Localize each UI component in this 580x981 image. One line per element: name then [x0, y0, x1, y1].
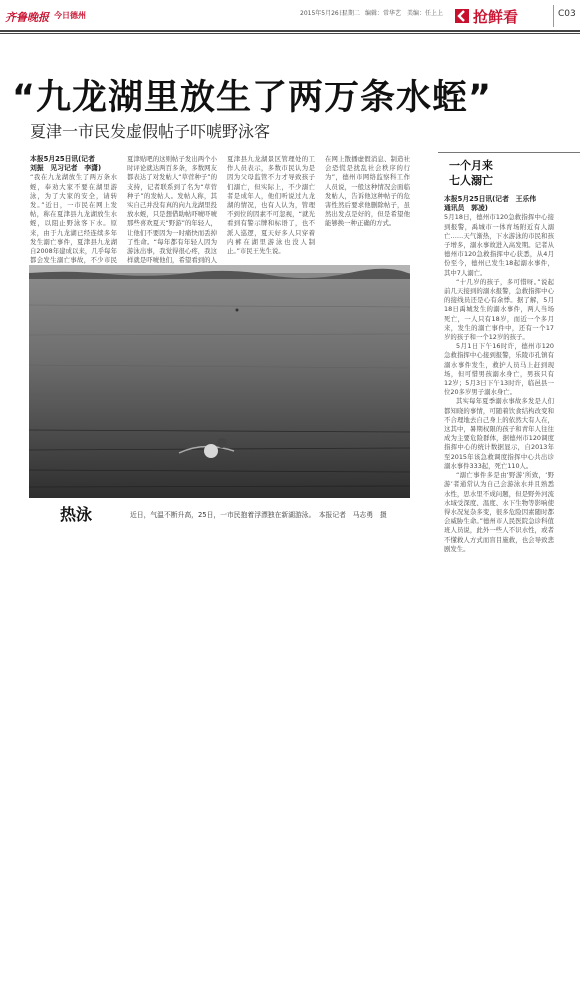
story-text: 夏津县九龙湖景区管理处的工作人员表示，多数市民认为是因为父母监管不力才导致孩子们溺亡，但实际上，不少溺亡者是成年人，他们听说过九龙湖的情况，也有人认为，管理不到位的因素不可忽视，“就光看到有警示牌和标语了，也不派人巡逻，夏天好多人只穿着内裤在湖里游泳也没人制止。”市民王先生说。: [227, 155, 315, 256]
side-paragraph: “溺亡事件多是由‘野游’所致，‘野游’者通常认为自己会游泳水并且熟悉水性，思水里不成问题，但是野外河流水域受深度、温度、水下生物等影响使得水况复杂多变，很多危险因素随时都会威胁生命。”德州市人民医院急诊科值班人员说，此外一些人不识水性，或者不懂救人方式而盲目施救，也会导致悲剧发生。: [444, 471, 554, 553]
brand-logo: 齐鲁晚报: [5, 11, 49, 24]
main-subhead: 夏津一市民发虚假帖子吓唬野泳客: [30, 122, 271, 141]
side-paragraph: 其实每年夏季溺水事故多发是人们都知晓的事情，可随着饮食结构改变和不合理地去自己身上的依然大有人在，这其中，暑期权限的孩子和青年人往往成为主要危险群体，据德州市120调度指挥中心的统计数据显示，自2013年至2015年该急救调度指挥中心共出诊溺水事件333起，死亡110人。: [444, 397, 554, 470]
side-paragraph: 5月18日，德州市120急救指挥中心接到报警，禹城市一体育场附近有人溺亡……天气渐热，下水游泳的市民和孩子增多，溺水事故进入高发期。记者从德州市120急救指挥中心获悉，从4月份至今，德州已发生18起溺水事件，其中7人溺亡。: [444, 213, 554, 277]
swimmer-lake-photo: [29, 265, 410, 498]
side-dateline: 本报5月25日讯(记者 王乐伟: [444, 195, 537, 203]
story-text: 夏津贴吧的这则帖子发出两个小时评论就达两百多条，多数网友都表达了对发帖人“草菅种子”的支持，记者联系到了名为“草菅种子”的发帖人。发帖人称，其实自己并没有真的向九龙湖里投放水蛭，只是想借助帖吓唬吓唬那些喜欢夏天“野游”的年轻人，让他们不要因为一时痛快而丢掉了性命。“每年都有年轻人因为游泳出事，我觉得很心疼，我这样就是吓唬他们，希望看到的人: [127, 155, 217, 265]
photo-caption: 近日，气温不断升高，25日，一市民抱着浮漂独在新湖游泳。 本报记者 马志勇 摄: [130, 511, 387, 519]
main-headline: “九龙湖里放生了两万条水蛭”: [12, 78, 493, 118]
story-column-4: [325, 155, 410, 265]
story-byline: 刘振 见习记者 李潇): [30, 164, 102, 173]
side-story-title: [446, 158, 496, 188]
story-column-3: [227, 155, 315, 265]
header-rule-thin: [0, 33, 580, 34]
story-column-1: [30, 155, 117, 265]
side-byline: 通讯员 郭凌): [444, 204, 488, 213]
side-story-column: [444, 195, 554, 553]
side-title-line-1: 一个月来: [449, 159, 493, 172]
section-name: 今日德州: [54, 11, 86, 20]
story-dateline: 本报5月25日讯(记者: [30, 155, 95, 163]
editor-credit: 编辑：常华艺: [365, 10, 402, 17]
side-paragraph: “十几岁的孩子，多可惜呀。”说起前几天接到的溺水报警，急救指挥中心的接线员还是心有余悸。据了解，5月18日禹城发生的溺水事件，两人当场死亡，一人只有18岁，而近一个多月来，发生的溺亡事件中，还有一个17岁的孩子和一个12岁的孩子。: [444, 277, 554, 342]
rubric-title: 抢鲜看: [473, 8, 519, 26]
issue-date: 2015年5月26日: [300, 10, 345, 17]
story-text: 在网上散播虚假消息、制造社会恐慌是扰乱社会秩序的行为”，德州市网络监察科工作人员说，一般这种情况会面临发帖人，告诉他这种帖子的危害性然后要求他删除帖子，虽然出发点是好的，但是希望他能够换一种正确的方式。: [325, 155, 410, 228]
side-story-rule: [438, 152, 580, 153]
header-divider: [553, 5, 554, 27]
story-column-2: [127, 155, 217, 265]
rubric-arrow-icon: [455, 9, 469, 23]
side-paragraph: 5月1日下午16时许，德州市120急救指挥中心接到报警，乐陵市孔镇有溺水事件发生，救护人员马上赶到现场，但可惜男孩溺水身亡，男孩只有12岁；5月3日下午13时许，临邑县一位20多岁男子溺水身亡。: [444, 342, 554, 397]
header-rule: [0, 30, 580, 32]
designer-credit: 美编：任上上: [407, 10, 444, 17]
photo-title: 热泳: [60, 505, 93, 524]
story-text: “我在九龙湖放生了两万条水蛭，奉劝大家不要在湖里游泳，为了大家的安全，请转发。”近日，一市民在网上发帖，称在夏津县九龙湖放生水蛭，以阻止野泳客下水。原来，由于九龙湖已经连续多年发生溺亡事件，夏津县九龙湖自2008年建成以来，几乎每年都会发生溺亡事故，不少市民: [30, 173, 117, 265]
side-title-line-2: 七人溺亡: [449, 174, 493, 187]
issue-weekday: 星期二: [342, 10, 361, 17]
page-number: C03: [558, 9, 576, 19]
